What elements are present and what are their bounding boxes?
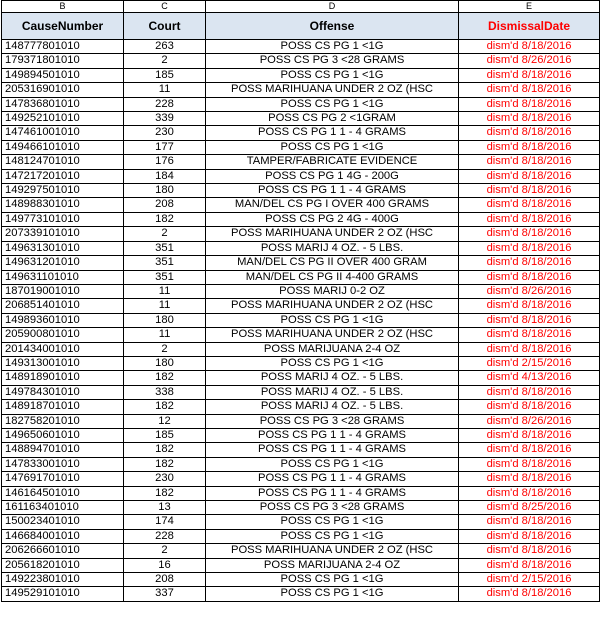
table-row: [2, 573, 600, 587]
offense-cell[interactable]: POSS CS PG 3 <28 GRAMS: [206, 54, 459, 68]
court-cell[interactable]: 185: [124, 428, 206, 442]
offense-cell[interactable]: POSS MARIJ 4 OZ. - 5 LBS.: [206, 371, 459, 385]
court-cell[interactable]: 208: [124, 573, 206, 587]
column-letter-d[interactable]: D: [206, 1, 459, 13]
cause-number-cell[interactable]: 148777801010: [2, 40, 124, 54]
court-cell[interactable]: 184: [124, 169, 206, 183]
offense-cell[interactable]: MAN/DEL CS PG I OVER 400 GRAMS: [206, 198, 459, 212]
table-row: [2, 587, 600, 601]
dismissal-date-cell[interactable]: dism'd 8/18/2016: [459, 126, 600, 140]
dismissal-spreadsheet: [1, 0, 600, 602]
table-row: [2, 40, 600, 54]
court-cell[interactable]: 182: [124, 486, 206, 500]
offense-cell[interactable]: POSS MARIJ 0-2 OZ: [206, 284, 459, 298]
cause-number-cell[interactable]: 149631301010: [2, 241, 124, 255]
table-row: [2, 356, 600, 370]
offense-cell[interactable]: POSS MARIHUANA UNDER 2 OZ (HSC: [206, 227, 459, 241]
court-cell[interactable]: 182: [124, 212, 206, 226]
cause-number-cell[interactable]: 149297501010: [2, 184, 124, 198]
table-row: [2, 414, 600, 428]
dismissal-date-cell[interactable]: dism'd 2/15/2016: [459, 573, 600, 587]
cause-number-cell[interactable]: 147461001010: [2, 126, 124, 140]
dismissal-date-cell[interactable]: dism'd 8/18/2016: [459, 342, 600, 356]
dismissal-date-cell[interactable]: dism'd 2/15/2016: [459, 356, 600, 370]
offense-cell[interactable]: POSS MARIHUANA UNDER 2 OZ (HSC: [206, 299, 459, 313]
offense-cell[interactable]: POSS CS PG 1 1 - 4 GRAMS: [206, 184, 459, 198]
cause-number-cell[interactable]: 205618201010: [2, 558, 124, 572]
dismissal-date-cell[interactable]: dism'd 8/18/2016: [459, 169, 600, 183]
court-cell[interactable]: 182: [124, 457, 206, 471]
table-row: [2, 328, 600, 342]
dismissal-date-cell[interactable]: dism'd 8/26/2016: [459, 284, 600, 298]
table-row: [2, 198, 600, 212]
column-letter-b[interactable]: B: [2, 1, 124, 13]
court-cell[interactable]: 11: [124, 328, 206, 342]
offense-cell[interactable]: POSS MARIJ 4 OZ. - 5 LBS.: [206, 241, 459, 255]
offense-cell[interactable]: POSS CS PG 1 1 - 4 GRAMS: [206, 486, 459, 500]
dismissal-date-cell[interactable]: dism'd 8/25/2016: [459, 501, 600, 515]
dismissal-date-cell[interactable]: dism'd 8/18/2016: [459, 97, 600, 111]
dismissal-date-cell[interactable]: dism'd 8/26/2016: [459, 414, 600, 428]
offense-cell[interactable]: POSS MARIJUANA 2-4 OZ: [206, 558, 459, 572]
table-row: [2, 256, 600, 270]
cause-number-cell[interactable]: 150023401010: [2, 515, 124, 529]
cause-number-cell[interactable]: 146164501010: [2, 486, 124, 500]
court-cell[interactable]: 337: [124, 587, 206, 601]
table-row: [2, 558, 600, 572]
dismissal-date-cell[interactable]: dism'd 8/18/2016: [459, 83, 600, 97]
cause-number-cell[interactable]: 201434001010: [2, 342, 124, 356]
offense-cell[interactable]: POSS CS PG 2 4G - 400G: [206, 212, 459, 226]
court-cell[interactable]: 177: [124, 140, 206, 154]
offense-cell[interactable]: POSS CS PG 1 1 - 4 GRAMS: [206, 126, 459, 140]
court-cell[interactable]: 339: [124, 112, 206, 126]
cause-number-cell[interactable]: 149893601010: [2, 313, 124, 327]
table-row: [2, 371, 600, 385]
court-cell[interactable]: 2: [124, 54, 206, 68]
cause-number-cell[interactable]: 149466101010: [2, 140, 124, 154]
cause-number-cell[interactable]: 148918901010: [2, 371, 124, 385]
table-row: [2, 112, 600, 126]
table-row: [2, 472, 600, 486]
cause-number-cell[interactable]: 205900801010: [2, 328, 124, 342]
court-cell[interactable]: 263: [124, 40, 206, 54]
dismissal-date-cell[interactable]: dism'd 8/18/2016: [459, 68, 600, 82]
cause-number-cell[interactable]: 149773101010: [2, 212, 124, 226]
dismissal-date-cell[interactable]: dism'd 8/18/2016: [459, 587, 600, 601]
table-row: [2, 241, 600, 255]
header-cause-number[interactable]: CauseNumber: [2, 13, 124, 40]
offense-cell[interactable]: POSS CS PG 3 <28 GRAMS: [206, 414, 459, 428]
cause-number-cell[interactable]: 182758201010: [2, 414, 124, 428]
dismissal-date-cell[interactable]: dism'd 8/26/2016: [459, 54, 600, 68]
court-cell[interactable]: 16: [124, 558, 206, 572]
offense-cell[interactable]: POSS MARIJ 4 OZ. - 5 LBS.: [206, 400, 459, 414]
column-letter-row: [2, 1, 600, 13]
offense-cell[interactable]: POSS CS PG 1 <1G: [206, 529, 459, 543]
offense-cell[interactable]: POSS CS PG 1 <1G: [206, 140, 459, 154]
table-row: [2, 227, 600, 241]
court-cell[interactable]: 230: [124, 472, 206, 486]
offense-cell[interactable]: POSS CS PG 1 <1G: [206, 68, 459, 82]
cause-number-cell[interactable]: 146684001010: [2, 529, 124, 543]
court-cell[interactable]: 180: [124, 184, 206, 198]
court-cell[interactable]: 11: [124, 299, 206, 313]
table-row: [2, 400, 600, 414]
table-row: [2, 97, 600, 111]
cause-number-cell[interactable]: 149631201010: [2, 256, 124, 270]
court-cell[interactable]: 180: [124, 313, 206, 327]
table-row: [2, 443, 600, 457]
court-cell[interactable]: 2: [124, 342, 206, 356]
table-row: [2, 212, 600, 226]
dismissal-date-cell[interactable]: dism'd 8/18/2016: [459, 443, 600, 457]
cause-number-cell[interactable]: 149631101010: [2, 270, 124, 284]
dismissal-date-cell[interactable]: dism'd 8/18/2016: [459, 486, 600, 500]
header-offense[interactable]: Offense: [206, 13, 459, 40]
offense-cell[interactable]: POSS CS PG 1 <1G: [206, 515, 459, 529]
table-row: [2, 299, 600, 313]
table-row: [2, 140, 600, 154]
offense-cell[interactable]: POSS MARIHUANA UNDER 2 OZ (HSC: [206, 544, 459, 558]
offense-cell[interactable]: POSS CS PG 1 4G - 200G: [206, 169, 459, 183]
cause-number-cell[interactable]: 179371801010: [2, 54, 124, 68]
court-cell[interactable]: 351: [124, 270, 206, 284]
court-cell[interactable]: 2: [124, 544, 206, 558]
table-row: [2, 126, 600, 140]
dismissal-date-cell[interactable]: dism'd 8/18/2016: [459, 558, 600, 572]
dismissal-date-cell[interactable]: dism'd 8/18/2016: [459, 140, 600, 154]
cause-number-cell[interactable]: 149784301010: [2, 385, 124, 399]
dismissal-date-cell[interactable]: dism'd 8/18/2016: [459, 472, 600, 486]
cause-number-cell[interactable]: 207339101010: [2, 227, 124, 241]
table-row: [2, 313, 600, 327]
offense-cell[interactable]: POSS CS PG 1 1 - 4 GRAMS: [206, 472, 459, 486]
offense-cell[interactable]: MAN/DEL CS PG II 4-400 GRAMS: [206, 270, 459, 284]
table-row: [2, 385, 600, 399]
dismissal-date-cell[interactable]: dism'd 8/18/2016: [459, 299, 600, 313]
header-court[interactable]: Court: [124, 13, 206, 40]
cause-number-cell[interactable]: 149223801010: [2, 573, 124, 587]
cause-number-cell[interactable]: 148918701010: [2, 400, 124, 414]
offense-cell[interactable]: POSS CS PG 1 1 - 4 GRAMS: [206, 443, 459, 457]
table-row: [2, 184, 600, 198]
table-row: [2, 529, 600, 543]
court-cell[interactable]: 351: [124, 241, 206, 255]
court-cell[interactable]: 176: [124, 155, 206, 169]
dismissal-date-cell[interactable]: dism'd 8/18/2016: [459, 241, 600, 255]
cause-number-cell[interactable]: 148124701010: [2, 155, 124, 169]
court-cell[interactable]: 185: [124, 68, 206, 82]
dismissal-date-cell[interactable]: dism'd 8/18/2016: [459, 40, 600, 54]
dismissal-date-cell[interactable]: dism'd 8/18/2016: [459, 155, 600, 169]
offense-cell[interactable]: POSS CS PG 1 <1G: [206, 97, 459, 111]
cause-number-cell[interactable]: 206851401010: [2, 299, 124, 313]
header-row: [2, 13, 600, 40]
offense-cell[interactable]: POSS MARIJUANA 2-4 OZ: [206, 342, 459, 356]
offense-cell[interactable]: MAN/DEL CS PG II OVER 400 GRAM: [206, 256, 459, 270]
dismissal-date-cell[interactable]: dism'd 8/18/2016: [459, 256, 600, 270]
offense-cell[interactable]: POSS CS PG 1 <1G: [206, 587, 459, 601]
offense-cell[interactable]: TAMPER/FABRICATE EVIDENCE: [206, 155, 459, 169]
table-row: [2, 544, 600, 558]
dismissal-date-cell[interactable]: dism'd 8/18/2016: [459, 198, 600, 212]
offense-cell[interactable]: POSS CS PG 3 <28 GRAMS: [206, 501, 459, 515]
table-row: [2, 515, 600, 529]
cause-number-cell[interactable]: 187019001010: [2, 284, 124, 298]
dismissal-date-cell[interactable]: dism'd 4/13/2016: [459, 371, 600, 385]
court-cell[interactable]: 12: [124, 414, 206, 428]
table-row: [2, 68, 600, 82]
dismissal-date-cell[interactable]: dism'd 8/18/2016: [459, 112, 600, 126]
court-cell[interactable]: 228: [124, 529, 206, 543]
offense-cell[interactable]: POSS MARIHUANA UNDER 2 OZ (HSC: [206, 328, 459, 342]
offense-cell[interactable]: POSS CS PG 2 <1GRAM: [206, 112, 459, 126]
court-cell[interactable]: 228: [124, 97, 206, 111]
cause-number-cell[interactable]: 161163401010: [2, 501, 124, 515]
table-row: [2, 54, 600, 68]
court-cell[interactable]: 230: [124, 126, 206, 140]
table-row: [2, 342, 600, 356]
table-row: [2, 169, 600, 183]
dismissal-date-cell[interactable]: dism'd 8/18/2016: [459, 227, 600, 241]
table-row: [2, 83, 600, 97]
dismissal-date-cell[interactable]: dism'd 8/18/2016: [459, 529, 600, 543]
court-cell[interactable]: 182: [124, 400, 206, 414]
cause-number-cell[interactable]: 206266601010: [2, 544, 124, 558]
court-cell[interactable]: 182: [124, 371, 206, 385]
court-cell[interactable]: 2: [124, 227, 206, 241]
court-cell[interactable]: 182: [124, 443, 206, 457]
table-row: [2, 284, 600, 298]
cause-number-cell[interactable]: 149650601010: [2, 428, 124, 442]
cause-number-cell[interactable]: 149252101010: [2, 112, 124, 126]
dismissal-date-cell[interactable]: dism'd 8/18/2016: [459, 515, 600, 529]
table-row: [2, 501, 600, 515]
table-row: [2, 457, 600, 471]
dismissal-date-cell[interactable]: dism'd 8/18/2016: [459, 270, 600, 284]
offense-cell[interactable]: POSS CS PG 1 <1G: [206, 457, 459, 471]
cause-number-cell[interactable]: 149894501010: [2, 68, 124, 82]
cause-number-cell[interactable]: 205316901010: [2, 83, 124, 97]
cause-number-cell[interactable]: 148988301010: [2, 198, 124, 212]
court-cell[interactable]: 11: [124, 83, 206, 97]
court-cell[interactable]: 13: [124, 501, 206, 515]
cause-number-cell[interactable]: 149529101010: [2, 587, 124, 601]
cause-number-cell[interactable]: 147691701010: [2, 472, 124, 486]
offense-cell[interactable]: POSS CS PG 1 <1G: [206, 356, 459, 370]
dismissal-date-cell[interactable]: dism'd 8/18/2016: [459, 457, 600, 471]
table-row: [2, 428, 600, 442]
cause-number-cell[interactable]: 148894701010: [2, 443, 124, 457]
offense-cell[interactable]: POSS CS PG 1 <1G: [206, 313, 459, 327]
offense-cell[interactable]: POSS MARIHUANA UNDER 2 OZ (HSC: [206, 83, 459, 97]
dismissal-date-cell[interactable]: dism'd 8/18/2016: [459, 544, 600, 558]
offense-cell[interactable]: POSS CS PG 1 1 - 4 GRAMS: [206, 428, 459, 442]
court-cell[interactable]: 180: [124, 356, 206, 370]
court-cell[interactable]: 174: [124, 515, 206, 529]
court-cell[interactable]: 338: [124, 385, 206, 399]
column-letter-e[interactable]: E: [459, 1, 600, 13]
table-row: [2, 270, 600, 284]
cause-number-cell[interactable]: 147836801010: [2, 97, 124, 111]
court-cell[interactable]: 11: [124, 284, 206, 298]
offense-cell[interactable]: POSS MARIJ 4 OZ. - 5 LBS.: [206, 385, 459, 399]
cause-number-cell[interactable]: 149313001010: [2, 356, 124, 370]
column-letter-c[interactable]: C: [124, 1, 206, 13]
dismissal-date-cell[interactable]: dism'd 8/18/2016: [459, 428, 600, 442]
dismissal-date-cell[interactable]: dism'd 8/18/2016: [459, 212, 600, 226]
header-dismissal-date[interactable]: DismissalDate: [459, 13, 600, 40]
cause-number-cell[interactable]: 147217201010: [2, 169, 124, 183]
offense-cell[interactable]: POSS CS PG 1 <1G: [206, 40, 459, 54]
dismissal-date-cell[interactable]: dism'd 8/18/2016: [459, 184, 600, 198]
cause-number-cell[interactable]: 147833001010: [2, 457, 124, 471]
dismissal-date-cell[interactable]: dism'd 8/18/2016: [459, 313, 600, 327]
table-row: [2, 155, 600, 169]
dismissal-date-cell[interactable]: dism'd 8/18/2016: [459, 328, 600, 342]
offense-cell[interactable]: POSS CS PG 1 <1G: [206, 573, 459, 587]
court-cell[interactable]: 351: [124, 256, 206, 270]
table-body: [2, 40, 600, 602]
dismissal-date-cell[interactable]: dism'd 8/18/2016: [459, 385, 600, 399]
court-cell[interactable]: 208: [124, 198, 206, 212]
table-row: [2, 486, 600, 500]
dismissal-date-cell[interactable]: dism'd 8/18/2016: [459, 400, 600, 414]
